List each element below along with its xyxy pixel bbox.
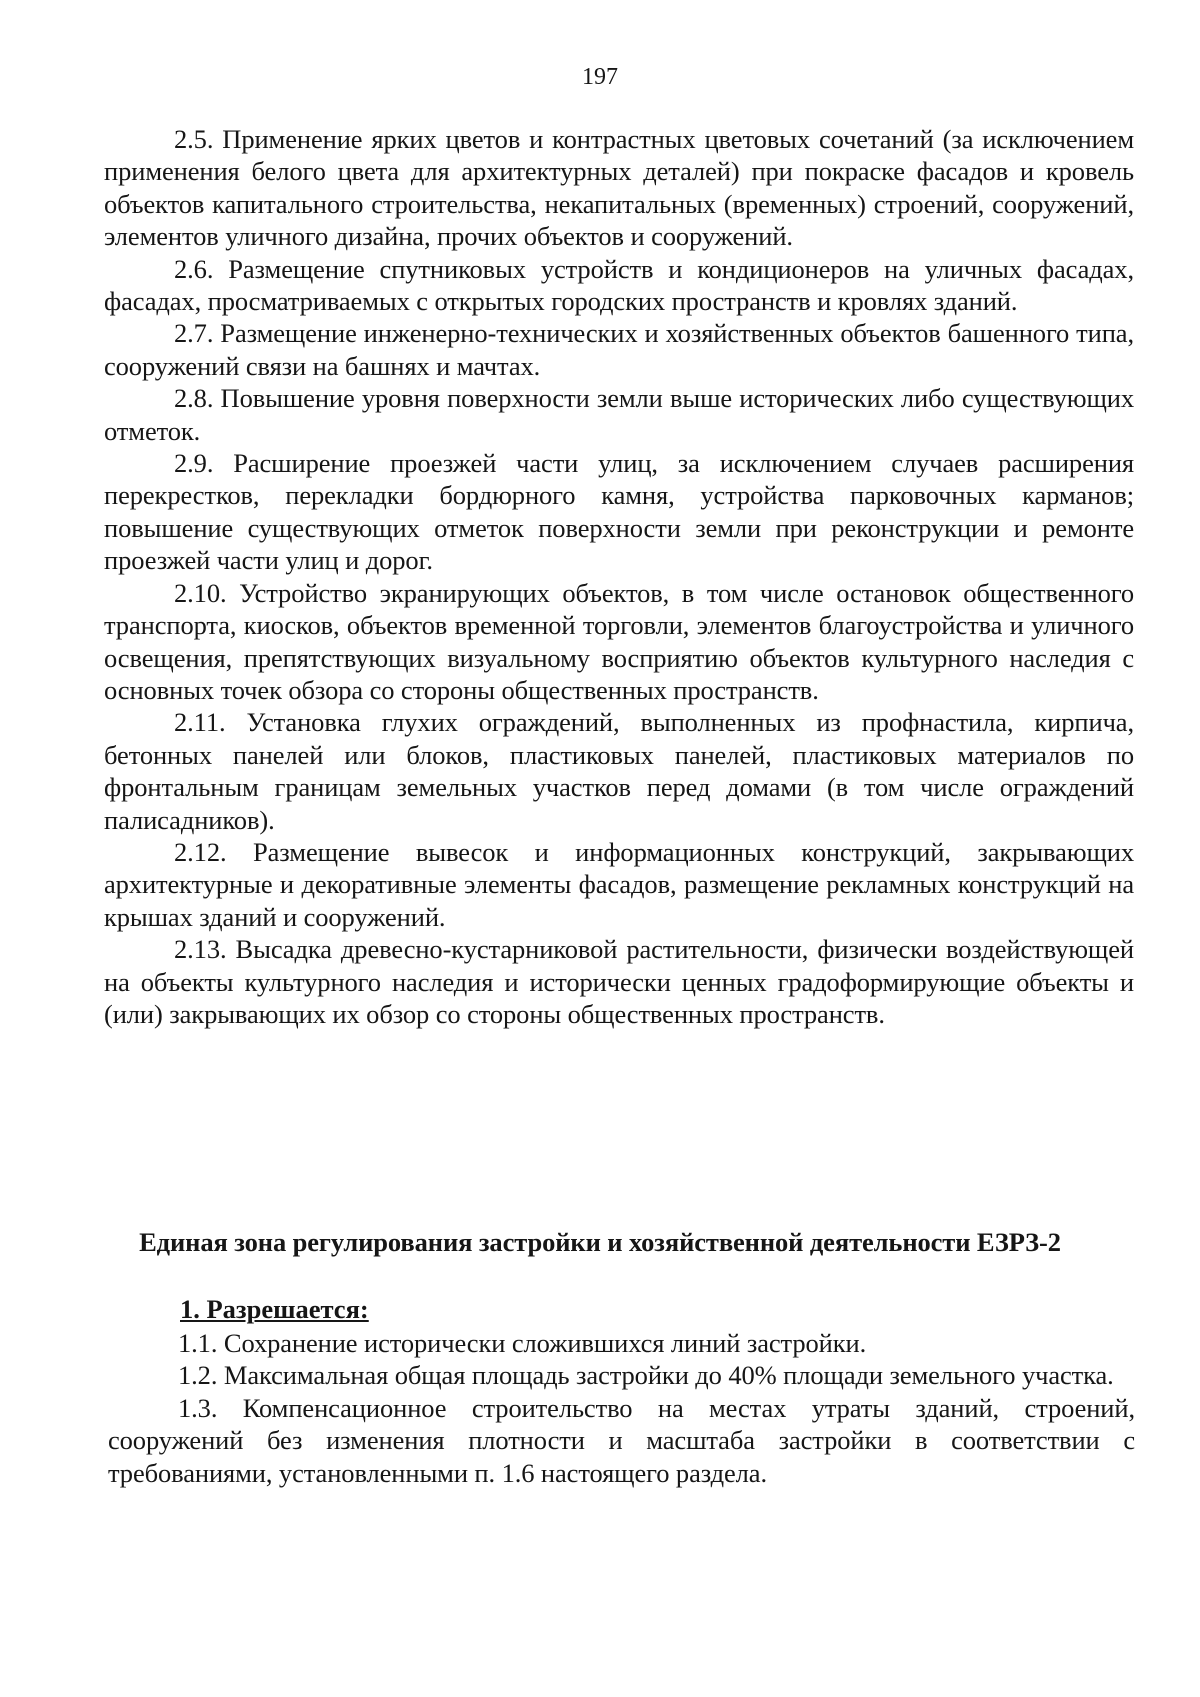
paragraph-2-9: 2.9. Расширение проезжей части улиц, за исключением случаев расширения перекрестков, перекладки бордюрного камня, устройства парковочных карманов; повышение существующих отметок поверхности земли при реконструкции и ремонте проезжей части улиц и дорог.: [104, 448, 1134, 576]
paragraph-2-12: 2.12. Размещение вывесок и информационных конструкций, закрывающих архитектурные и декоративные элементы фасадов, размещение рекламных конструкций на крышах зданий и сооружений.: [104, 836, 1134, 932]
paragraph-2-7: 2.7. Размещение инженерно-технических и хозяйственных объектов башенного типа, сооружений связи на башнях и мачтах.: [104, 318, 1134, 381]
allowed-subheading: 1. Разрешается:: [180, 1294, 369, 1324]
section-body: [108, 1293, 1135, 1489]
paragraph-2-8: 2.8. Повышение уровня поверхности земли выше исторических либо существующих отметок.: [104, 383, 1134, 446]
paragraph-2-6: 2.6. Размещение спутниковых устройств и кондиционеров на уличных фасадах, фасадах, просматриваемых с открытых городских пространств и кровлях зданий.: [104, 253, 1134, 317]
paragraph-2-11: 2.11. Установка глухих ограждений, выполненных из профнастила, кирпича, бетонных панелей или блоков, пластиковых панелей, пластиковых материалов по фронтальным границам земельных участков перед домами (в том числе ограждений палисадников).: [104, 707, 1134, 835]
paragraph-2-10: 2.10. Устройство экранирующих объектов, в том числе остановок общественного транспорта, киосков, объектов временной торговли, элементов благоустройства и уличного освещения, препятствующих визуальному восприятию объектов культурного наследия с основных точек обзора со стороны общественных пространств.: [104, 577, 1134, 705]
paragraph-2-5: 2.5. Применение ярких цветов и контрастных цветовых сочетаний (за исключением применения белого цвета для архитектурных деталей) при покраске фасадов и кровель объектов капитального строительства, некапитальных (временных) строений, сооружений, элементов уличного дизайна, прочих объектов и сооружений.: [104, 124, 1134, 252]
page-number: 197: [582, 64, 618, 90]
paragraph-1-1: 1.1. Сохранение исторически сложившихся линий застройки.: [178, 1328, 867, 1358]
prohibitions-list: [104, 123, 1134, 1030]
section-heading: Единая зона регулирования застройки и хозяйственной деятельности ЕЗРЗ-2: [139, 1227, 1061, 1257]
paragraph-1-3: 1.3. Компенсационное строительство на местах утраты зданий, строений, сооружений без изменения плотности и масштаба застройки в соответствии с требованиями, установленными п. 1.6 настоящего раздела.: [108, 1392, 1135, 1488]
paragraph-2-13: 2.13. Высадка древесно-кустарниковой растительности, физически воздействующей на объекты культурного наследия и исторически ценных градоформирующие объекты и (или) закрывающих их обзор со стороны общественных пространств.: [104, 934, 1134, 1029]
paragraph-1-2: 1.2. Максимальная общая площадь застройки до 40% площади земельного участка.: [178, 1360, 1114, 1391]
